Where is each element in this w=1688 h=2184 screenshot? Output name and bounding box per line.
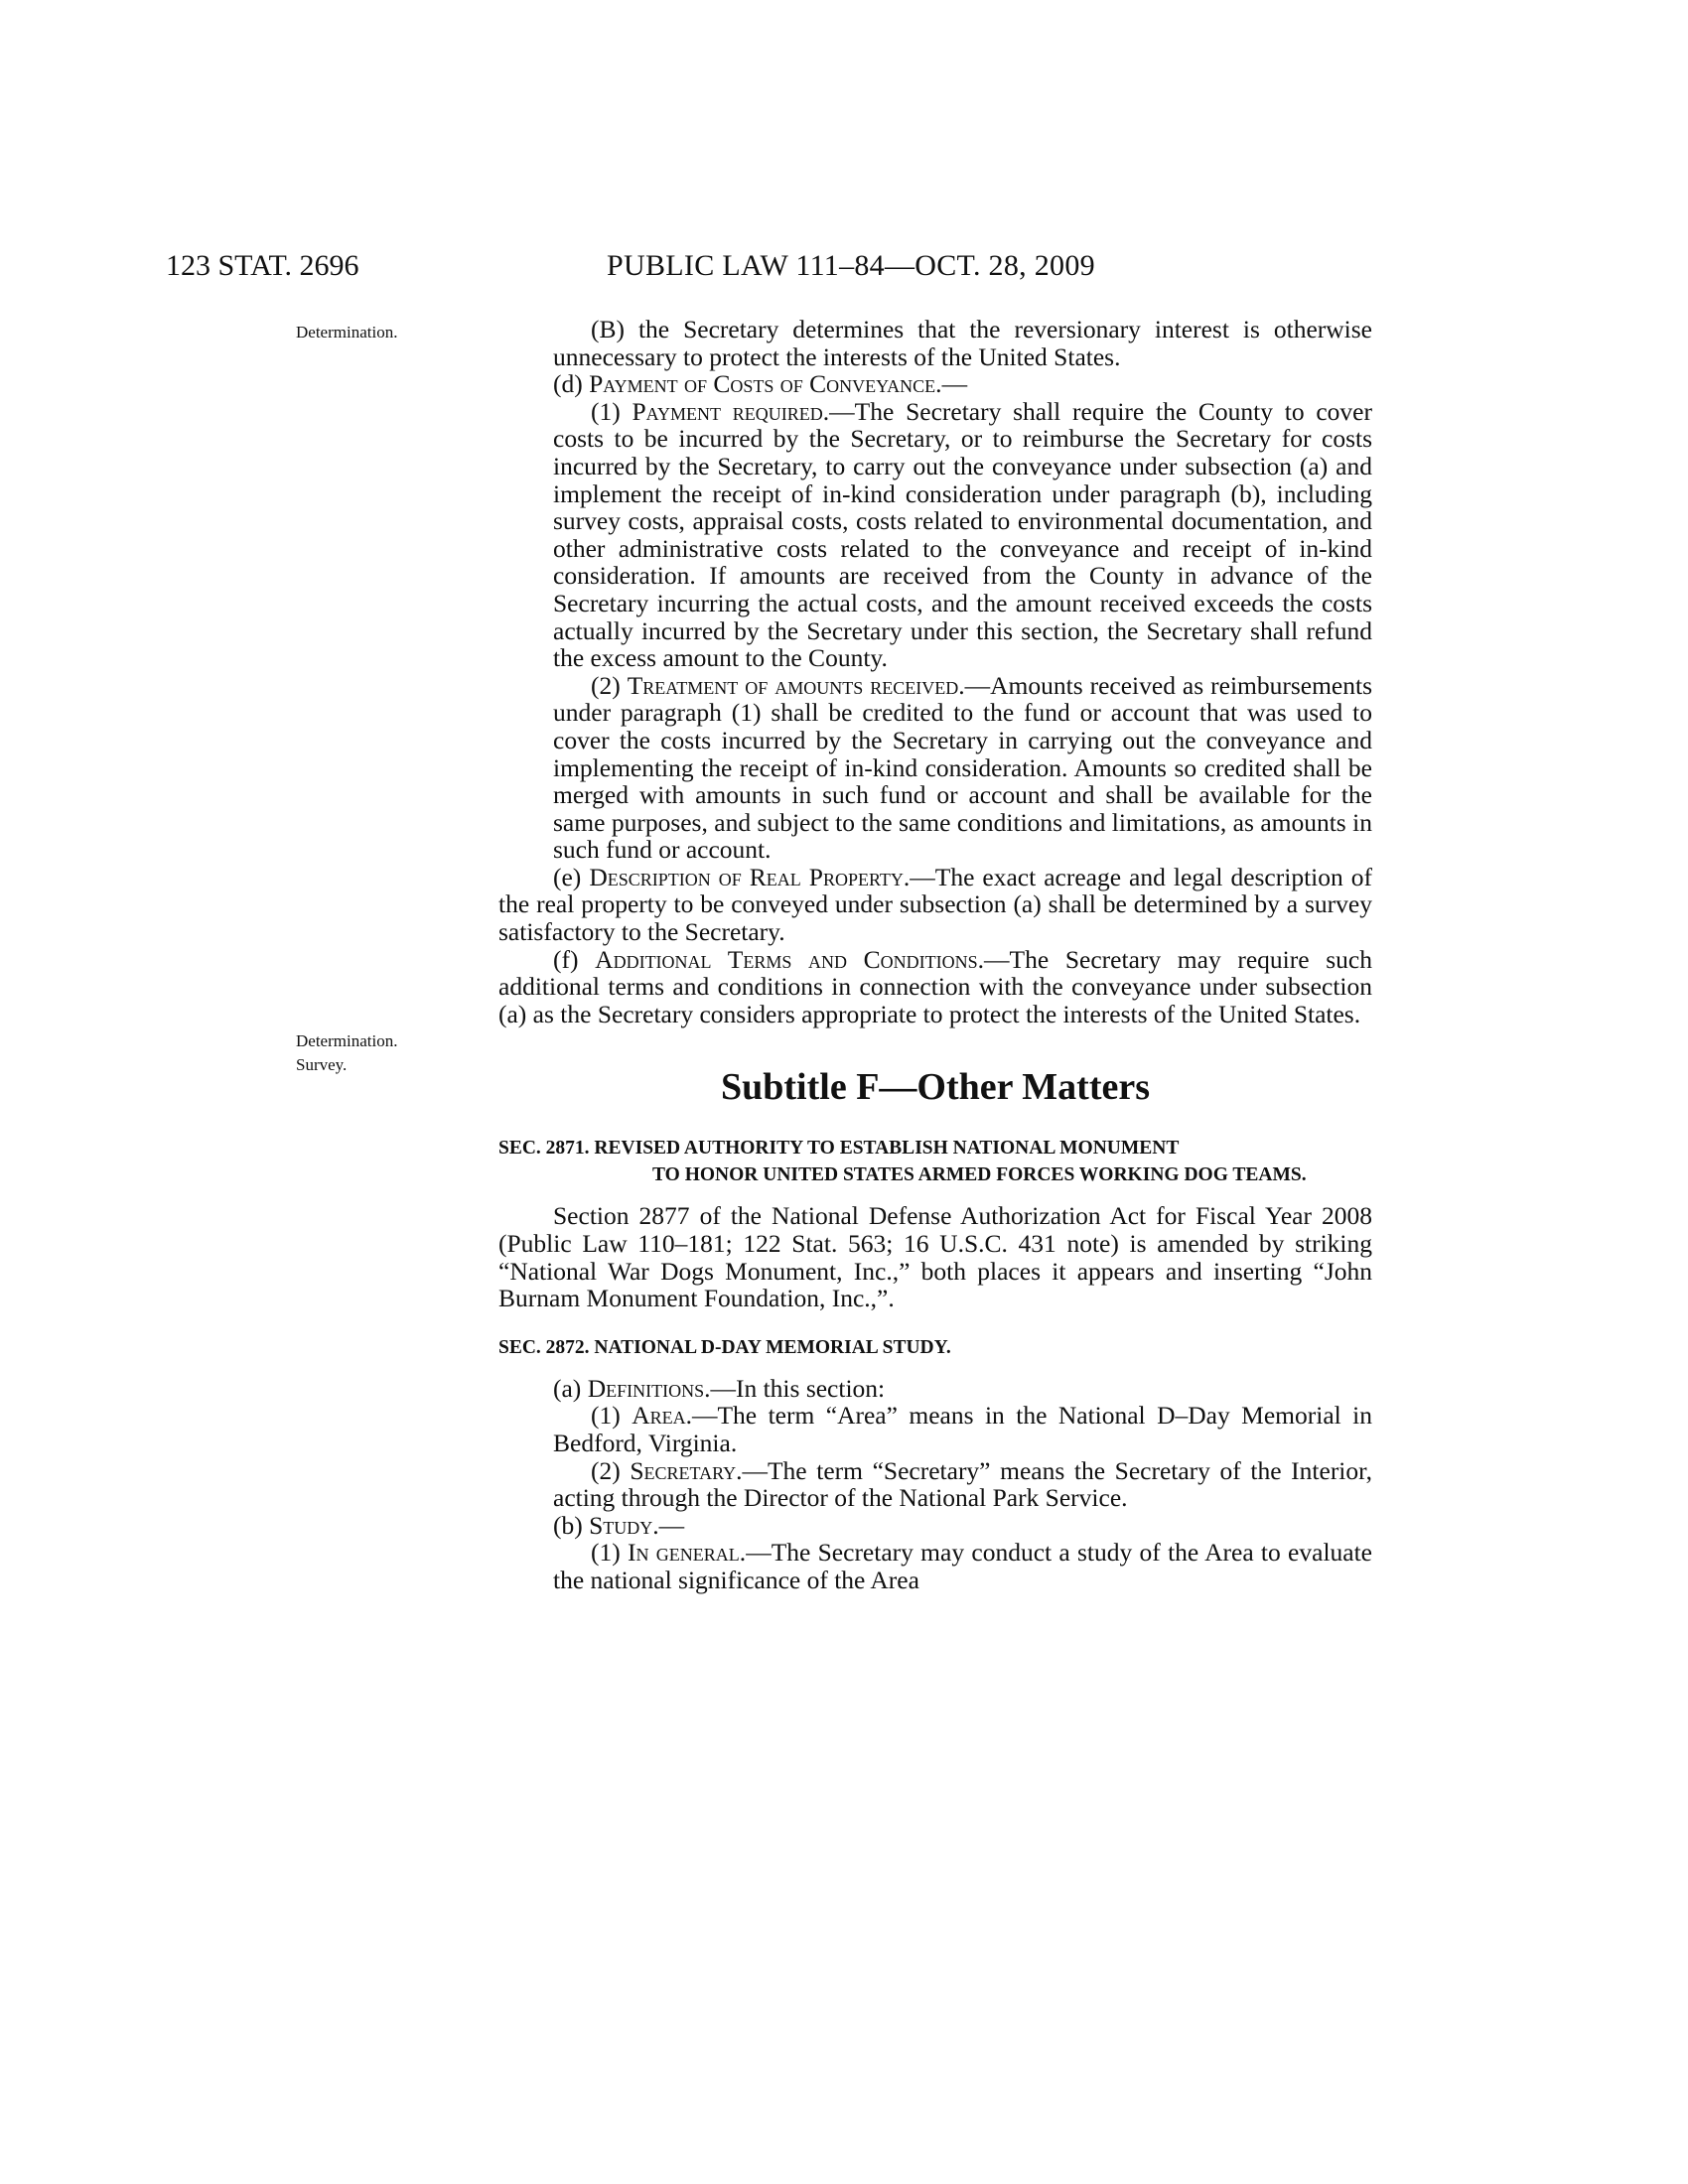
section-2872-b <box>498 1512 1372 1540</box>
margin-note-survey: Survey. <box>296 1055 348 1074</box>
paragraph-d1 <box>498 398 1372 672</box>
paragraph-d2 <box>498 672 1372 864</box>
paragraph-d2-title: Treatment of amounts received. <box>627 670 965 700</box>
page-stat-citation: 123 STAT. 2696 <box>166 249 359 282</box>
subsection-f <box>498 946 1372 1028</box>
section-2871-heading-line1: SEC. 2871. REVISED AUTHORITY TO ESTABLISH NATIONAL MONUMENT <box>498 1138 1180 1160</box>
subsection-e <box>498 864 1372 946</box>
section-2872-a2-title: Secretary. <box>630 1455 743 1485</box>
section-2872-b1-title: In general. <box>628 1538 747 1568</box>
section-2871-heading-line2: TO HONOR UNITED STATES ARMED FORCES WORKING DOG TEAMS. <box>652 1164 1307 1186</box>
paragraph-d2-number: (2) <box>591 670 628 700</box>
paragraph-d1-number: (1) <box>591 396 633 426</box>
paragraph-d1-title: Payment required. <box>632 396 830 426</box>
section-2872-b1 <box>498 1539 1372 1593</box>
section-2871-text: Section 2877 of the National Defense Authorization Act for Fiscal Year 2008 (Public Law 110–181; 122 Stat. 563; 16 U.S.C. 431 note) is amended by striking “National War Dogs Monument, Inc.,” both places it appears and inserting “John Burnam Monument Foundation, Inc.,”. <box>498 1201 1372 1313</box>
subsection-f-number: (f) <box>553 944 596 974</box>
running-header: PUBLIC LAW 111–84—OCT. 28, 2009 <box>607 249 1095 282</box>
subsection-e-text: —The exact acreage and legal description of the real property to be conveyed under subsection (a) shall be determined by a survey satisfactory to the Secretary. <box>498 862 1372 947</box>
subsection-d-dash: — <box>941 369 968 399</box>
section-2872-a-title: Definitions. <box>587 1373 711 1403</box>
section-2872-a1 <box>498 1402 1372 1456</box>
section-2872-a <box>498 1375 1372 1403</box>
section-2872-heading: SEC. 2872. NATIONAL D-DAY MEMORIAL STUDY. <box>498 1336 951 1358</box>
subsection-d-number: (d) <box>553 369 590 399</box>
subtitle-heading: Subtitle F—Other Matters <box>721 1066 1150 1109</box>
subsection-d-title: Payment of Costs of Conveyance. <box>589 369 942 399</box>
document-body <box>498 316 1372 1594</box>
subsection-d-heading <box>498 370 1372 398</box>
subsection-e-number: (e) <box>553 862 590 891</box>
paragraph-b: (B) the Secretary determines that the reversionary interest is otherwise unnecessary to protect the interests of the United States. <box>553 315 1372 371</box>
section-2871-heading <box>498 1135 1372 1188</box>
subsection-f-title: Additional Terms and Conditions. <box>595 944 985 974</box>
section-2872-b-title: Study. <box>589 1510 659 1540</box>
section-2872-a1-title: Area. <box>632 1401 692 1431</box>
paragraph-d1-text: —The Secretary shall require the County to cover costs to be incurred by the Secretary, or to reimburse the Secretary for costs incurred by the Secretary, to carry out the conveyance under subsection (a) and implement the receipt of in-kind consideration under paragraph (b), including survey costs, appraisal costs, costs related to environmental documentation, and other administrative costs related to the conveyance and receipt of in-kind consideration. If amounts are received from the County in advance of the Secretary incurring the actual costs, and the amount received exceeds the costs actually incurred by the Secretary under this section, the Secretary shall refund the excess amount to the County. <box>553 396 1372 673</box>
section-2872-b1-text: —The Secretary may conduct a study of the Area to evaluate the national significance of the Area <box>553 1538 1373 1594</box>
section-2872-a2-number: (2) <box>591 1455 631 1485</box>
paragraph-d2-text: —Amounts received as reimbursements under paragraph (1) shall be credited to the fund or account that was used to cover the costs incurred by the Secretary in carrying out the conveyance and implementing the receipt of in-kind consideration. Amounts so credited shall be merged with amounts in such fund or account and shall be available for the same purposes, and subject to the same conditions and limitations, as amounts in such fund or account. <box>553 670 1373 865</box>
section-2872-b-dash: — <box>658 1510 685 1540</box>
section-2872-a2 <box>498 1457 1372 1512</box>
section-2872-a2-text: —The term “Secretary” means the Secretary of the Interior, acting through the Director of the National Park Service. <box>553 1455 1372 1513</box>
margin-note-determination-2: Determination. <box>296 1031 398 1050</box>
section-2872-a1-number: (1) <box>591 1401 633 1431</box>
margin-note-determination: Determination. <box>296 323 398 341</box>
section-2872-b-number: (b) <box>553 1510 590 1540</box>
section-2872-a-text: —In this section: <box>710 1373 886 1403</box>
section-2872-b1-number: (1) <box>591 1538 629 1568</box>
section-2872-a1-text: —The term “Area” means in the National D–Day Memorial in Bedford, Virginia. <box>553 1401 1373 1457</box>
section-2872-a-number: (a) <box>553 1373 588 1403</box>
subsection-f-text: —The Secretary may require such additional terms and conditions in connection with the conveyance under subsection (a) as the Secretary considers appropriate to protect the interests of the United States. <box>498 944 1372 1028</box>
subsection-e-title: Description of Real Property. <box>589 862 911 891</box>
